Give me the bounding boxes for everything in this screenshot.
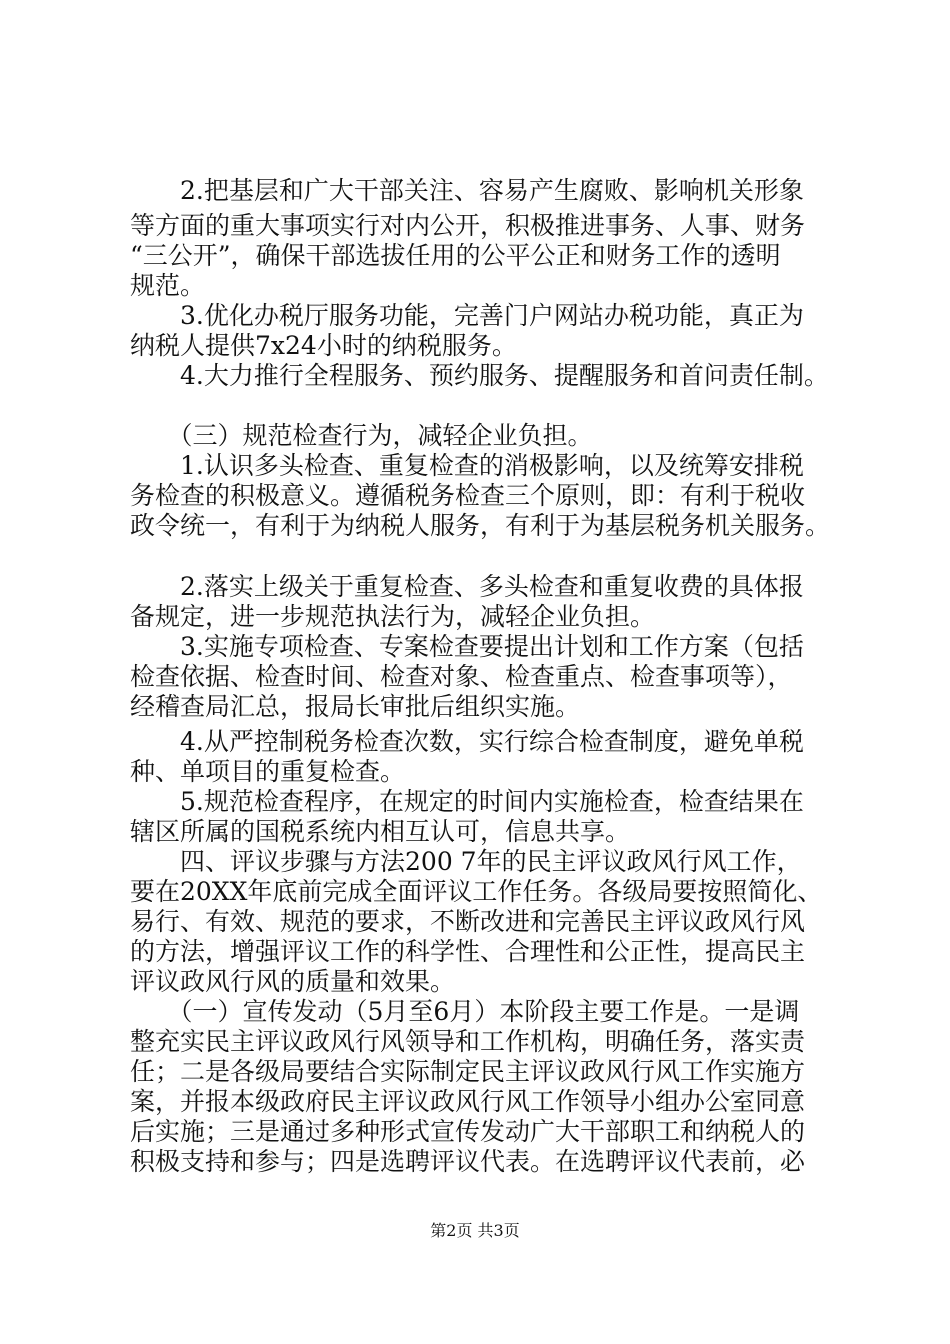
text-line: 的方法，增强评议工作的科学性、合理性和公正性，提高民主 (130, 937, 806, 966)
text-line: 纳税人提供7x24小时的纳税服务。 (130, 331, 517, 360)
text-line: 案，并报本级政府民主评议政风行风工作领导小组办公室同意 (130, 1087, 806, 1116)
text-line: 等方面的重大事项实行对内公开，积极推进事务、人事、财务 (130, 211, 806, 240)
text-line: 1.认识多头检查、重复检查的消极影响，以及统筹安排税 (130, 451, 804, 480)
text-line: 积极支持和参与；四是选聘评议代表。在选聘评议代表前，必 (130, 1147, 806, 1176)
text-line: 3.优化办税厅服务功能，完善门户网站办税功能，真正为 (130, 301, 804, 330)
text-line: 政令统一，有利于为纳税人服务，有利于为基层税务机关服务。 (130, 511, 831, 540)
page-footer: 第2页 共3页 (430, 1221, 520, 1240)
text-line: 4.从严控制税务检查次数，实行综合检查制度，避免单税 (130, 727, 804, 756)
text-line: 检查依据、检查时间、检查对象、检查重点、检查事项等）， (130, 662, 793, 691)
text-line: 易行、有效、规范的要求，不断改进和完善民主评议政风行风 (130, 907, 806, 936)
text-line: 5.规范检查程序，在规定的时间内实施检查，检查结果在 (130, 787, 804, 816)
text-line: 评议政风行风的质量和效果。 (130, 967, 456, 996)
text-line: 3.实施专项检查、专案检查要提出计划和工作方案（包括 (130, 632, 804, 661)
text-line: 后实施；三是通过多种形式宣传发动广大干部职工和纳税人的 (130, 1117, 806, 1146)
text-line: 种、单项目的重复检查。 (130, 757, 406, 786)
text-line: 整充实民主评议政风行风领导和工作机构，明确任务，落实责 (130, 1027, 806, 1056)
text-line: （一）宣传发动（5月至6月）本阶段主要工作是。一是调 (130, 997, 800, 1026)
text-line: 要在20XX年底前完成全面评议工作任务。各级局要按照简化、 (130, 877, 823, 906)
text-line: 2.落实上级关于重复检查、多头检查和重复收费的具体报 (130, 572, 804, 601)
section-heading: （三）规范检查行为，减轻企业负担。 (130, 421, 593, 450)
text-line: 经稽查局汇总，报局长审批后组织实施。 (130, 692, 581, 721)
text-line: 辖区所属的国税系统内相互认可，信息共享。 (130, 817, 631, 846)
section-heading: 四、评议步骤与方法200 7年的民主评议政风行风工作， (130, 847, 802, 876)
text-line: 4.大力推行全程服务、预约服务、提醒服务和首问责任制。 (130, 361, 829, 390)
text-line: 规范。 (130, 271, 206, 300)
text-line: 备规定，进一步规范执法行为，减轻企业负担。 (130, 602, 656, 631)
text-line: 2.把基层和广大干部关注、容易产生腐败、影响机关形象 (130, 176, 804, 205)
text-line: “三公开”，确保干部选拔任用的公平公正和财务工作的透明 (130, 241, 781, 270)
text-line: 任；二是各级局要结合实际制定民主评议政风行风工作实施方 (130, 1057, 806, 1086)
text-line: 务检查的积极意义。遵循税务检查三个原则，即：有利于税收 (130, 481, 806, 510)
